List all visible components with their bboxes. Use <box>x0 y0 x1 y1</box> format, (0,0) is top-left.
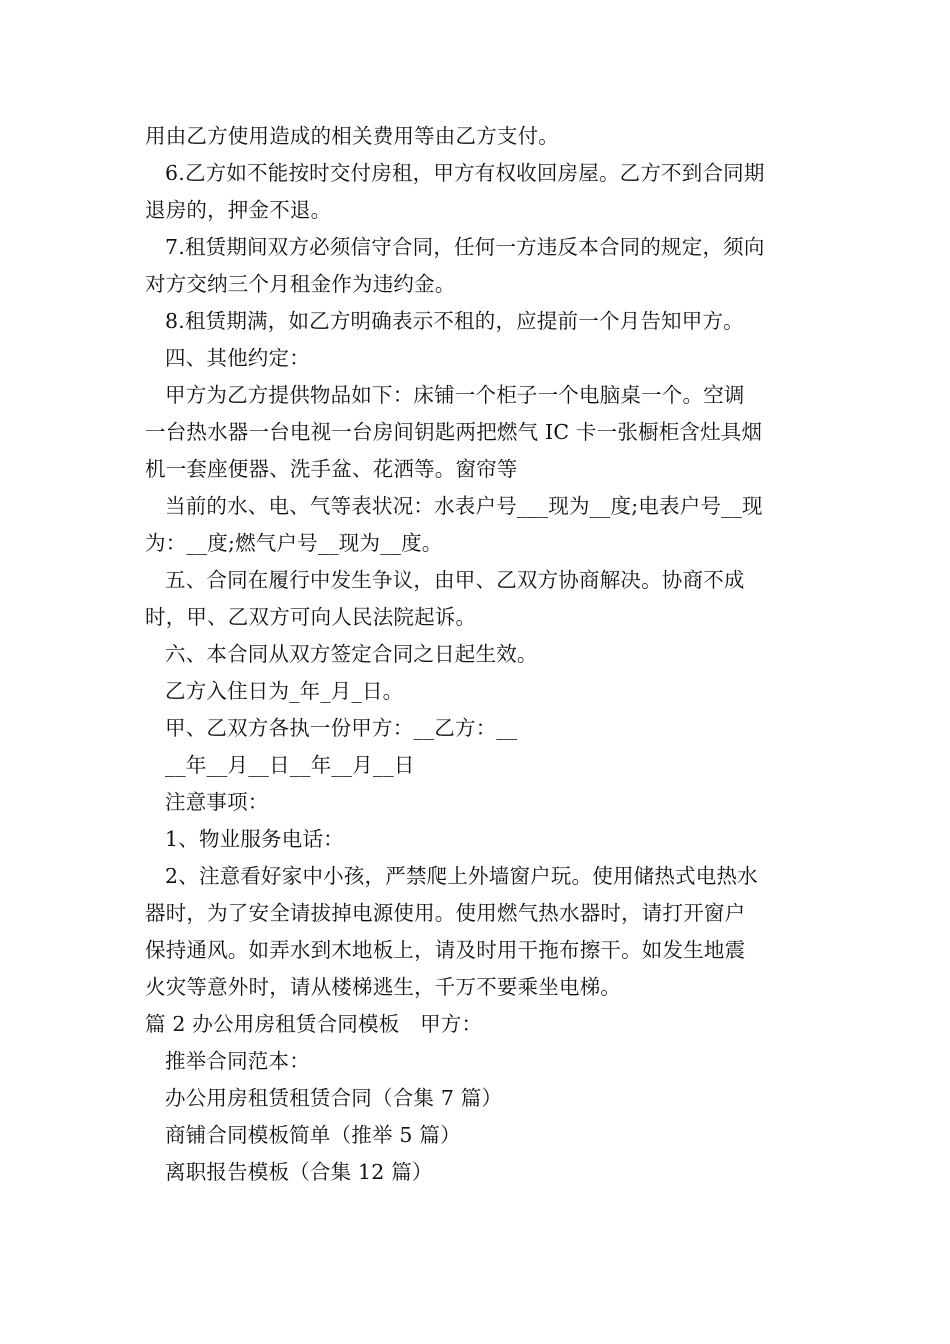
text-line: 一台热水器一台电视一台房间钥匙两把燃气 IC 卡一张橱柜含灶具烟 <box>145 420 763 444</box>
text-line: 2、注意看好家中小孩，严禁爬上外墙窗户玩。使用储热式电热水 <box>165 864 758 888</box>
text-line: 离职报告模板（合集 12 篇） <box>165 1160 433 1184</box>
text-line: 1、物业服务电话： <box>165 827 344 851</box>
text-line: 篇 2 办公用房租赁合同模板 甲方： <box>145 1012 483 1036</box>
text-line: 乙方入住日为_年_月_日。 <box>165 679 404 703</box>
text-line: 时，甲、乙双方可向人民法院起诉。 <box>145 605 477 629</box>
text-line: 8.租赁期满，如乙方明确表示不租的，应提前一个月告知甲方。 <box>165 309 744 333</box>
text-line: 用由乙方使用造成的相关费用等由乙方支付。 <box>145 124 559 148</box>
text-line: 7.租赁期间双方必须信守合同，任何一方违反本合同的规定，须向 <box>165 235 765 259</box>
text-line: 五、合同在履行中发生争议，由甲、乙双方协商解决。协商不成 <box>165 568 745 592</box>
text-line: 当前的水、电、气等表状况：水表户号___现为__度;电表户号__现 <box>165 494 763 518</box>
text-line: __年__月__日__年__月__日 <box>165 753 415 777</box>
text-line: 商铺合同模板简单（推举 5 篇） <box>165 1123 461 1147</box>
text-line: 保持通风。如弄水到木地板上，请及时用干拖布擦干。如发生地震 <box>145 938 746 962</box>
text-line: 推举合同范本： <box>165 1049 310 1073</box>
text-line: 器时，为了安全请拔掉电源使用。使用燃气热水器时，请打开窗户 <box>145 901 746 925</box>
text-line: 退房的，押金不退。 <box>145 198 332 222</box>
text-line: 四、其他约定： <box>165 346 310 370</box>
text-line: 注意事项： <box>165 790 269 814</box>
text-line: 办公用房租赁租赁合同（合集 7 篇） <box>165 1086 503 1110</box>
text-line: 火灾等意外时，请从楼梯逃生，千万不要乘坐电梯。 <box>145 975 622 999</box>
text-line: 甲方为乙方提供物品如下：床铺一个柜子一个电脑桌一个。空调 <box>165 383 745 407</box>
document-body <box>145 118 810 1191</box>
text-line: 甲、乙双方各执一份甲方：__乙方：__ <box>165 716 518 740</box>
text-line: 机一套座便器、洗手盆、花洒等。窗帘等 <box>145 457 518 481</box>
text-line: 为：__度;燃气户号__现为__度。 <box>145 531 443 555</box>
text-line: 对方交纳三个月租金作为违约金。 <box>145 272 456 296</box>
text-line: 6.乙方如不能按时交付房租，甲方有权收回房屋。乙方不到合同期 <box>165 161 765 185</box>
text-line: 六、本合同从双方签定合同之日起生效。 <box>165 642 538 666</box>
